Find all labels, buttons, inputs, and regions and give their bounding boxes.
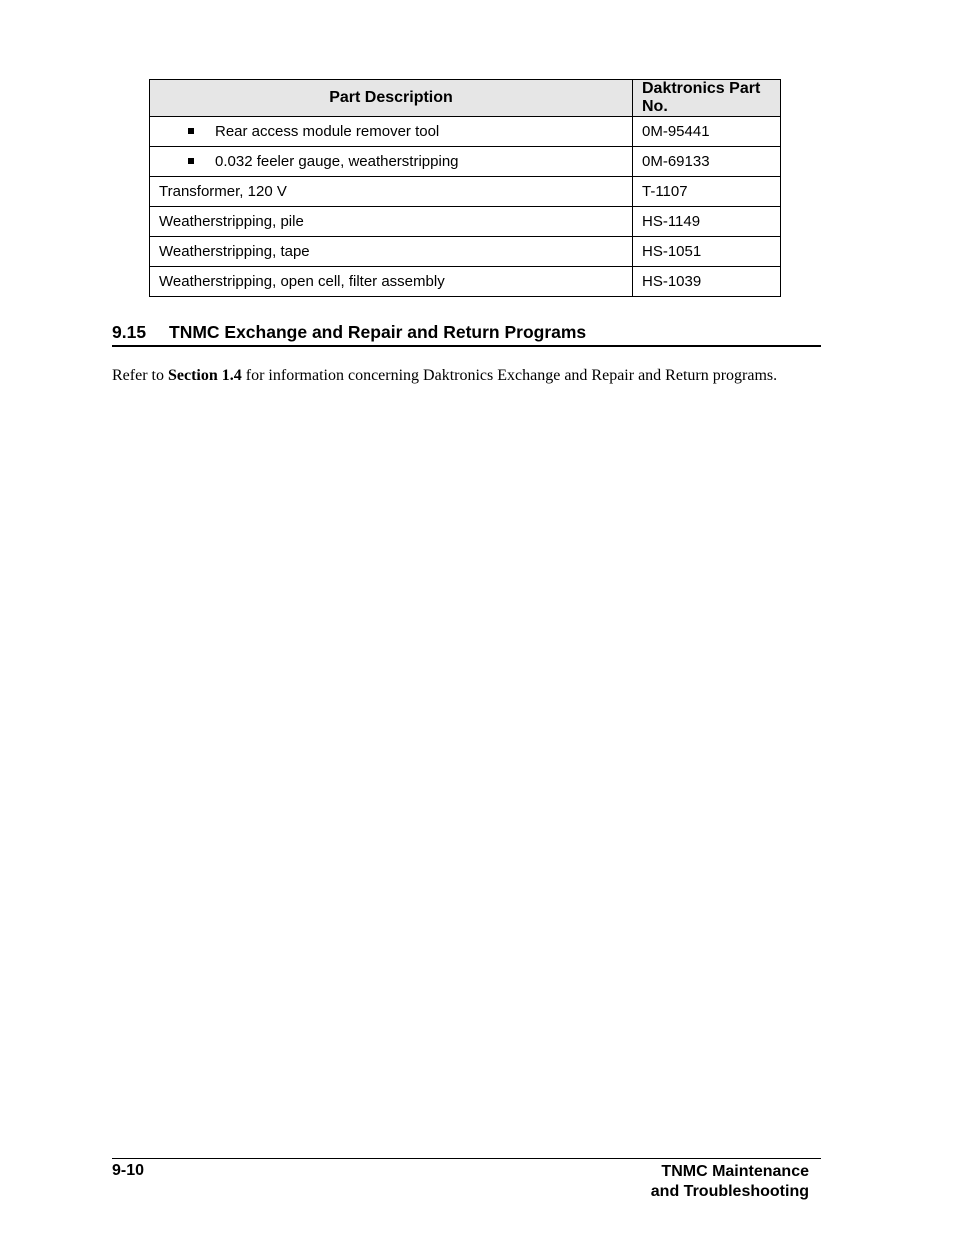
- section-title: TNMC Exchange and Repair and Return Programs: [169, 322, 587, 342]
- table-row: [150, 177, 781, 207]
- body-text-prefix: Refer to: [112, 367, 168, 384]
- footer-divider: [112, 1158, 821, 1159]
- section-heading: [112, 320, 821, 347]
- square-bullet-icon: [188, 128, 194, 134]
- body-text-suffix: for information concerning Daktronics Exchange and Repair and Return programs.: [241, 367, 778, 384]
- footer-document-title: [651, 1162, 809, 1202]
- part-number-cell: HS-1039: [633, 267, 781, 297]
- section-body-paragraph: [112, 366, 792, 386]
- square-bullet-icon: [188, 158, 194, 164]
- table-header-row: [150, 80, 781, 117]
- description-cell: Weatherstripping, open cell, filter assembly: [150, 267, 633, 297]
- part-number-cell: 0M-95441: [633, 117, 781, 147]
- table-row: [150, 207, 781, 237]
- description-cell: [150, 117, 633, 147]
- page-number: 9-10: [112, 1162, 145, 1179]
- column-header-description: Part Description: [150, 80, 633, 117]
- description-cell: [150, 147, 633, 177]
- part-number-cell: 0M-69133: [633, 147, 781, 177]
- part-number-cell: HS-1051: [633, 237, 781, 267]
- section-number: 9.15: [112, 322, 147, 342]
- column-header-part-number: Daktronics Part No.: [633, 80, 781, 117]
- section-reference: Section 1.4: [167, 367, 242, 384]
- part-number-cell: HS-1149: [633, 207, 781, 237]
- description-text: 0.032 feeler gauge, weatherstripping: [215, 153, 459, 170]
- parts-table: [149, 79, 781, 297]
- table-row: [150, 147, 781, 177]
- table-row: [150, 117, 781, 147]
- footer-title-line-2: and Troubleshooting: [650, 1183, 809, 1200]
- table-row: [150, 237, 781, 267]
- part-number-cell: T-1107: [633, 177, 781, 207]
- description-cell: Transformer, 120 V: [150, 177, 633, 207]
- description-cell: Weatherstripping, pile: [150, 207, 633, 237]
- description-cell: Weatherstripping, tape: [150, 237, 633, 267]
- table-row: [150, 267, 781, 297]
- footer-title-line-1: TNMC Maintenance: [661, 1163, 809, 1180]
- description-text: Rear access module remover tool: [215, 123, 440, 140]
